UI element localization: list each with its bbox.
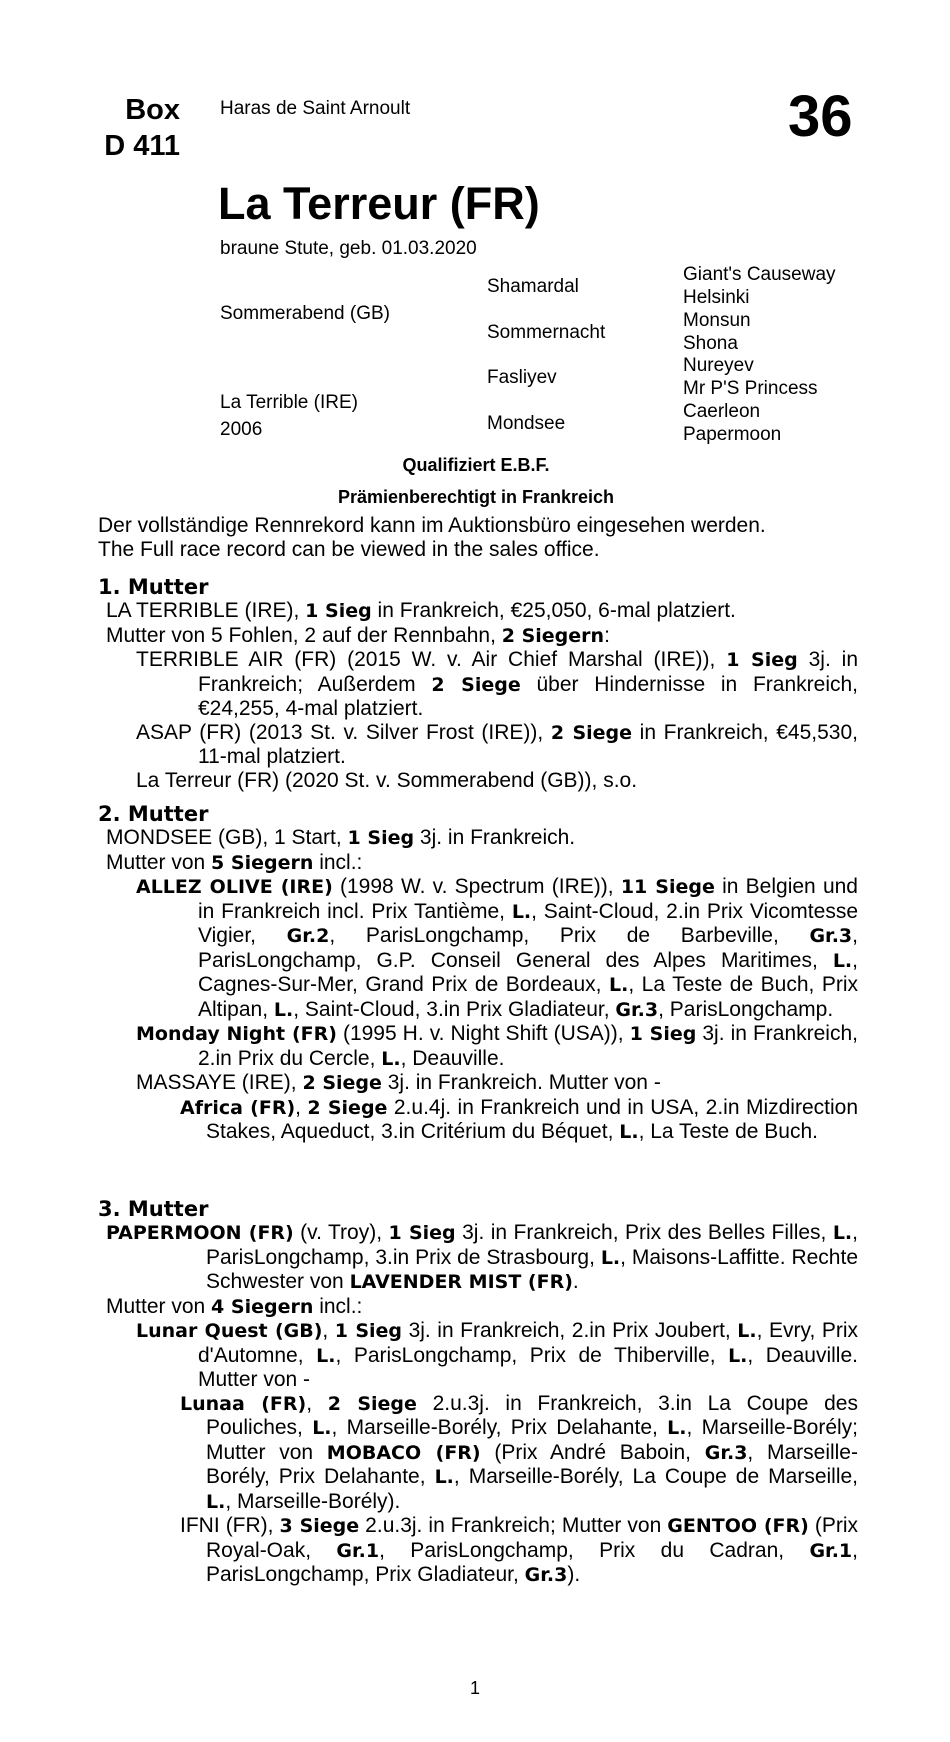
offspring-entry: ASAP (FR) (2013 St. v. Silver Frost (IRE)), 2 Siege in Frankreich, €45,530, 11-mal platziert. — [136, 720, 859, 768]
dam-record: PAPERMOON (FR) (v. Troy), 1 Sieg 3j. in Frankreich, Prix des Belles Filles, L., ParisLongchamp, 3.in Prix de Strasbourg, L., Maisons-Laffitte. Rechte Schwester von LAVENDER MIST (FR). — [106, 1221, 858, 1293]
box-label-line2: D 411 — [104, 130, 180, 162]
pedigree-sire: Sommerabend (GB) — [220, 303, 391, 324]
section-title: 1. Mutter — [98, 575, 209, 599]
grand-offspring-entry: Lunaa (FR), 2 Siege 2.u.3j. in Frankreich, 3.in La Coupe des Pouliches, L., Marseille-Borély, Prix Delahante, L., Marseille-Borély; Mutter von MOBACO (FR) (Prix André Baboin, Gr.3, Marseille-Borély, Prix Delahante, L., Marseille-Borély, La Coupe de Marseille, L., Marseille-Borély). — [180, 1391, 859, 1513]
record-note-de: Der vollständige Rennrekord kann im Auktionsbüro eingesehen werden. — [98, 514, 766, 537]
pedigree-g3-1: Giant's Causeway — [683, 264, 836, 285]
pedigree-g3-6: Mr P'S Princess — [683, 378, 818, 399]
offspring-entry: La Terreur (FR) (2020 St. v. Sommerabend (GB)), s.o. — [136, 768, 638, 792]
grand-offspring-entry: Africa (FR), 2 Siege 2.u.4j. in Frankreich und in USA, 2.in Mizdirection Stakes, Aqueduct, 3.in Critérium du Béquet, L., La Teste de Buch. — [180, 1095, 859, 1143]
pedigree-sire-sire: Shamardal — [487, 276, 579, 297]
grand-offspring-entry: IFNI (FR), 3 Siege 2.u.3j. in Frankreich; Mutter von GENTOO (FR) (Prix Royal-Oak, Gr.1, ParisLongchamp, Prix du Cadran, Gr.1, ParisLongchamp, Prix Gladiateur, Gr.3). — [180, 1514, 858, 1586]
pedigree-dam-dam: Mondsee — [487, 413, 566, 434]
offspring-entry: TERRIBLE AIR (FR) (2015 W. v. Air Chief Marshal (IRE)), 1 Sieg 3j. in Frankreich; Außerdem 2 Siege über Hindernisse in Frankreich, €24,255, 4-mal platziert. — [136, 648, 859, 720]
section-first-dam — [98, 575, 858, 792]
dam-record: MONDSEE (GB), 1 Start, 1 Sieg 3j. in Frankreich. — [106, 826, 576, 849]
pedigree-dam-sire: Fasliyev — [487, 367, 557, 388]
box-label-line1: Box — [125, 94, 180, 126]
section-third-dam — [98, 1197, 858, 1588]
pedigree-g3-2: Helsinki — [683, 287, 750, 308]
pedigree-g3-7: Caerleon — [683, 401, 761, 422]
breeder-name: Haras de Saint Arnoult — [220, 98, 411, 119]
offspring-entry: ALLEZ OLIVE (IRE) (1998 W. v. Spectrum (IRE)), 11 Siege in Belgien und in Frankreich incl. Prix Tantième, L., Saint-Cloud, 2.in Prix Vicomtesse Vigier, Gr.2, ParisLongchamp, Prix de Barbeville, Gr.3, ParisLongchamp, G.P. Conseil General des Alpes Maritimes, L., Cagnes-Sur-Mer, Grand Prix de Bordeaux, L., La Teste de Buch, Prix Altipan, L., Saint-Cloud, 3.in Prix Gladiateur, Gr.3, ParisLongchamp. — [136, 875, 859, 1021]
horse-description: braune Stute, geb. 01.03.2020 — [220, 238, 477, 259]
pedigree-g3-5: Nureyev — [683, 355, 754, 376]
dam-record: LA TERRIBLE (IRE), 1 Sieg in Frankreich, €25,050, 6-mal platziert. — [106, 599, 736, 622]
box-label — [94, 92, 180, 164]
horse-name: La Terreur (FR) — [218, 178, 540, 229]
record-note — [98, 514, 868, 562]
dam-produce: Mutter von 4 Siegern incl.: — [106, 1294, 363, 1318]
dam-produce: Mutter von 5 Siegern incl.: — [106, 850, 363, 874]
pedigree-g3-8: Papermoon — [683, 424, 782, 445]
record-note-en: The Full race record can be viewed in the sales office. — [98, 538, 600, 561]
pedigree-dam-year: 2006 — [220, 419, 263, 440]
offspring-entry: Monday Night (FR) (1995 H. v. Night Shift (USA)), 1 Sieg 3j. in Frankreich, 2.in Prix du Cercle, L., Deauville. — [136, 1022, 858, 1070]
qualification-praemie: Prämienberechtigt in Frankreich — [337, 487, 615, 507]
section-title: 2. Mutter — [98, 802, 209, 826]
section-second-dam — [98, 802, 858, 1145]
lot-number: 36 — [788, 84, 853, 149]
pedigree-dam: La Terrible (IRE) — [220, 392, 358, 413]
offspring-entry: Lunar Quest (GB), 1 Sieg 3j. in Frankreich, 2.in Prix Joubert, L., Evry, Prix d'Automne, L., ParisLongchamp, Prix de Thiberville, L., Deauville. Mutter von - — [136, 1319, 858, 1391]
pedigree-sire-dam: Sommernacht — [487, 322, 606, 343]
offspring-entry: MASSAYE (IRE), 2 Siege 3j. in Frankreich. Mutter von - — [136, 1071, 661, 1094]
dam-produce: Mutter von 5 Fohlen, 2 auf der Rennbahn, 2 Siegern: — [106, 623, 610, 647]
qualification-ebf: Qualifiziert E.B.F. — [402, 455, 550, 475]
pedigree-g3-3: Monsun — [683, 310, 751, 331]
pedigree-g3-4: Shona — [683, 333, 738, 354]
page-number: 1 — [469, 1678, 480, 1698]
section-title: 3. Mutter — [98, 1197, 209, 1221]
